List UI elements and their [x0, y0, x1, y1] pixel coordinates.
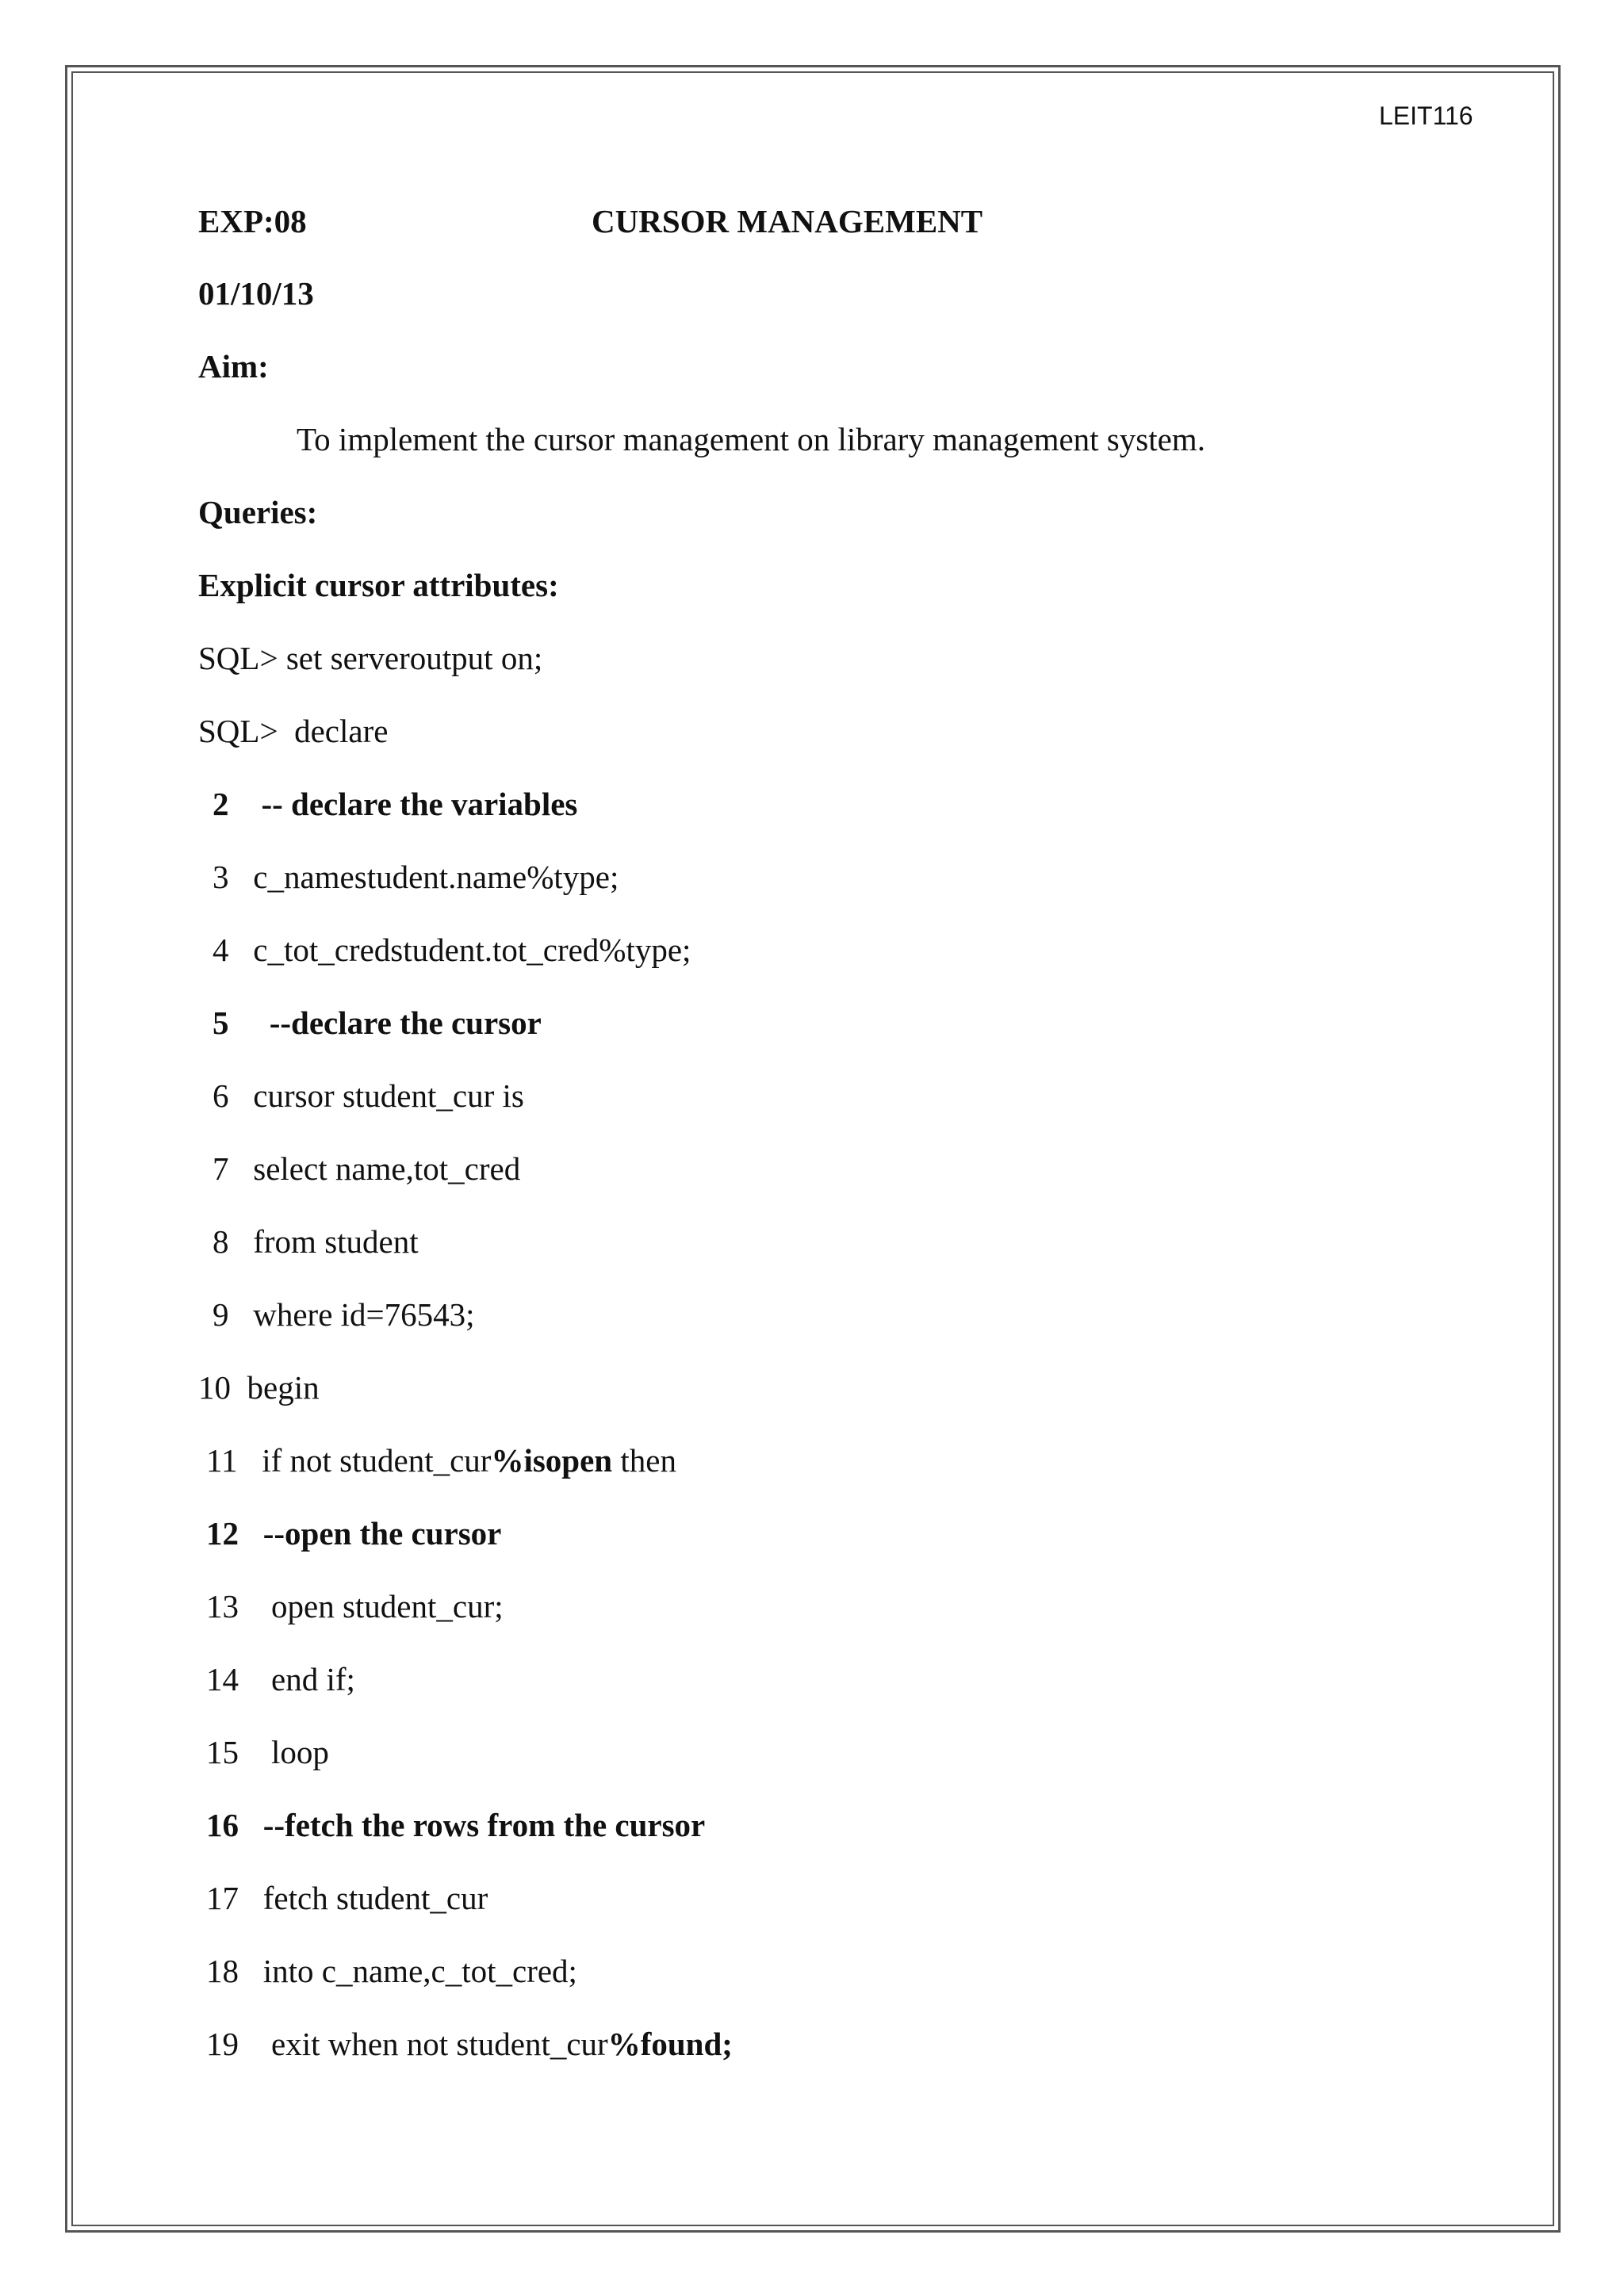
- code-comment-line: 5 --declare the cursor: [213, 1004, 542, 1041]
- code-line: [206, 1442, 676, 1479]
- document-code: LEIT116: [1379, 101, 1473, 130]
- experiment-number: EXP:08: [198, 203, 307, 239]
- code-line: 10 begin: [198, 1369, 320, 1406]
- code-comment-line: 16 --fetch the rows from the cursor: [206, 1807, 706, 1843]
- page-title: CURSOR MANAGEMENT: [592, 203, 983, 239]
- code-line: 3 c_namestudent.name%type;: [213, 859, 619, 895]
- code-line: 13 open student_cur;: [206, 1588, 504, 1624]
- code-line: 14 end if;: [206, 1661, 355, 1697]
- code-text: then: [612, 1442, 676, 1479]
- code-line: 9 where id=76543;: [213, 1296, 475, 1333]
- code-line: 8 from student: [213, 1223, 419, 1260]
- aim-heading: Aim:: [198, 348, 269, 385]
- queries-heading: Queries:: [198, 494, 318, 530]
- code-text: 19 exit when not student_cur: [206, 2026, 608, 2062]
- code-attribute: %isopen: [491, 1442, 613, 1479]
- code-line: 4 c_tot_credstudent.tot_cred%type;: [213, 932, 691, 968]
- code-attribute: %found;: [607, 2026, 733, 2062]
- code-line: SQL> set serveroutput on;: [198, 640, 543, 676]
- section-heading: Explicit cursor attributes:: [198, 567, 559, 603]
- code-comment-line: 2 -- declare the variables: [213, 786, 578, 822]
- code-line: 7 select name,tot_cred: [213, 1150, 521, 1187]
- date: 01/10/13: [198, 275, 314, 312]
- code-line: 6 cursor student_cur is: [213, 1077, 524, 1114]
- code-line: 18 into c_name,c_tot_cred;: [206, 1953, 577, 1989]
- code-line: 17 fetch student_cur: [206, 1880, 488, 1916]
- code-line: SQL> declare: [198, 713, 389, 749]
- code-comment-line: 12 --open the cursor: [206, 1515, 502, 1552]
- aim-text: To implement the cursor management on library management system.: [297, 421, 1205, 457]
- code-line: [206, 2028, 733, 2061]
- code-text: 11 if not student_cur: [206, 1442, 492, 1479]
- code-line: 15 loop: [206, 1734, 329, 1770]
